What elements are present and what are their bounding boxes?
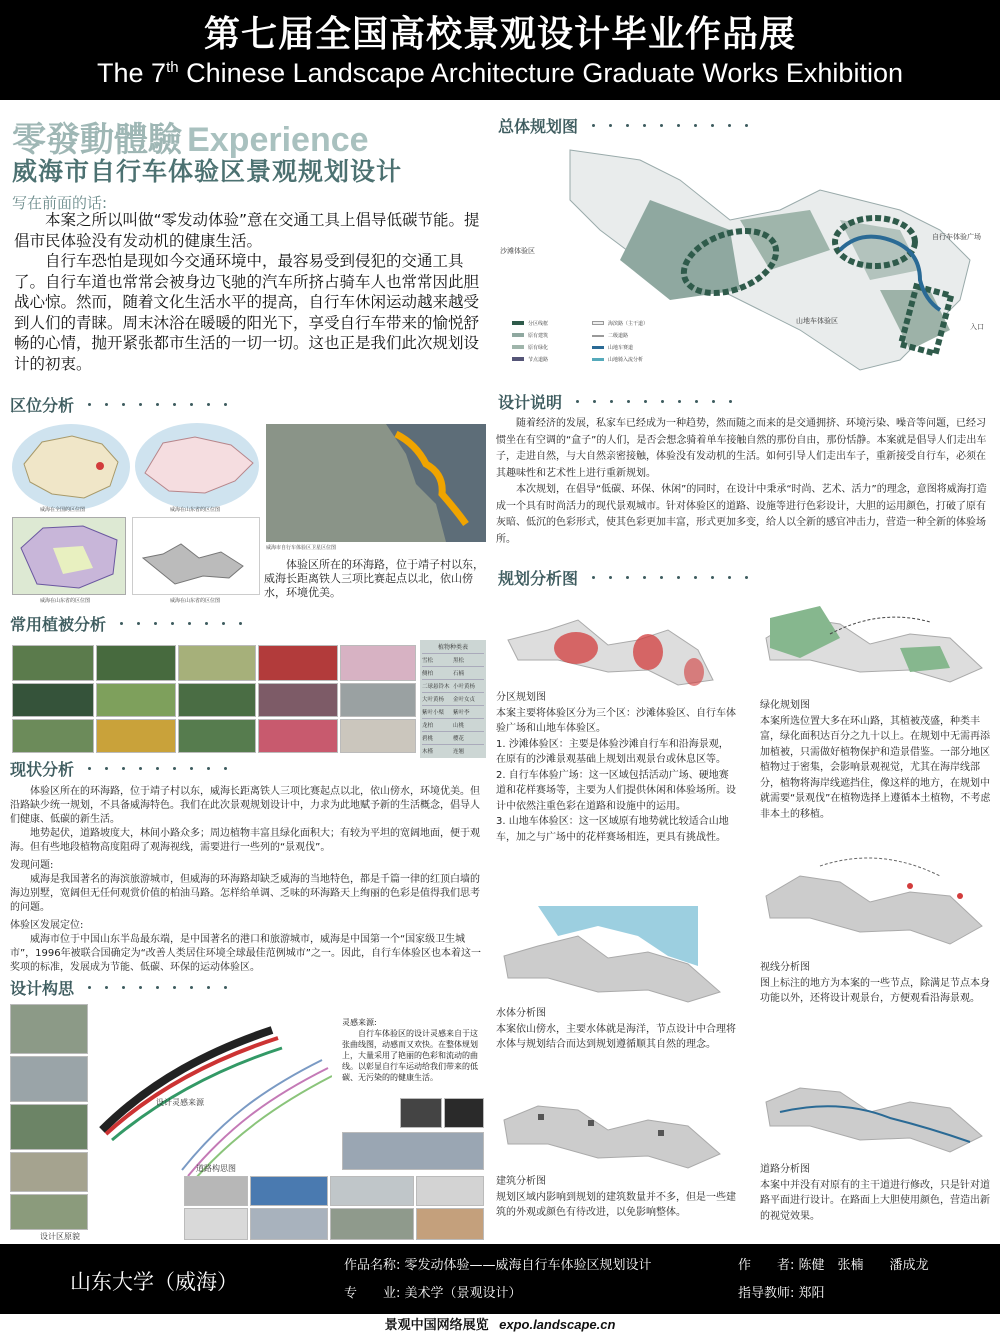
art-title-cn: 零發動體驗 (12, 120, 182, 160)
exhibition-header (0, 0, 1000, 100)
plant-species-table (420, 640, 486, 758)
water-analysis-text: 本案依山傍水，主要水体就是海洋，节点设计中合理将水体与规划结合而达到规划遵循顺其自然的理念。 (496, 1023, 736, 1050)
concept-photo (416, 1208, 484, 1240)
section-title: 设计说明 (498, 392, 563, 412)
location-text (264, 558, 486, 600)
plant-table-row (422, 692, 484, 705)
legend-item: 原有建筑 (512, 332, 548, 339)
plant-table-row (422, 679, 484, 692)
view-analysis-text: 图上标注的地方为本案的一些节点，除满足节点本身功能以外，还将设计观景台，方便观看沿海景观。 (760, 977, 990, 1004)
plant-photo (340, 683, 416, 717)
view-analysis-block (760, 960, 992, 1007)
outline-map-shape (133, 518, 259, 594)
view-analysis-title: 视线分析图 (760, 962, 810, 973)
district-map-shape (13, 518, 125, 594)
section-location (10, 393, 227, 415)
plant-photo (96, 719, 176, 753)
plant-table-cell: 雪松 (422, 658, 434, 664)
satellite-location-map (266, 424, 486, 542)
teacher-line (738, 1282, 825, 1301)
legend-item: 节点道路 (512, 356, 548, 363)
concept-label-road: 道路构思图 (196, 1164, 236, 1173)
road-analysis-block (760, 1162, 992, 1224)
site-photo (10, 1194, 88, 1230)
plant-table-cell: 樱花 (453, 736, 465, 742)
plant-table-cell: 石楠 (453, 671, 465, 677)
shandong-location-map (135, 423, 259, 509)
building-analysis-title: 建筑分析图 (496, 1176, 546, 1187)
location-caption: 威海在山东省的区位图 (170, 507, 221, 513)
inspiration-source (342, 1017, 484, 1083)
section-dots (88, 767, 227, 770)
status-text (10, 785, 488, 975)
plant-table-cell: 二球悬铃木 (422, 684, 450, 690)
plant-table-title: 植物种类表 (437, 644, 468, 651)
concept-photo (444, 1098, 484, 1128)
section-plants (10, 612, 242, 634)
section-planning (498, 566, 748, 588)
author-label: 作 者: (738, 1258, 795, 1273)
location-caption: 威海在山东省的区位图 (170, 598, 221, 604)
road-analysis-text: 本案中并没有对原有的主干道进行修改，只是针对道路平面进行设计。在路面上大胆使用颜色，营造出新的视觉效果。 (760, 1179, 990, 1222)
position-title: 体验区发展定位: (10, 920, 84, 931)
desc-paragraph: 随着经济的发展，私家车已经成为一种趋势，然而随之而来的是交通拥挤、环境污染、噪音等问题，已经习惯坐在有空调的“盒子”的人们，是否会想念骑着单车接触自然的那份自由，那份恬静。本案就是倡导人们走出车子，走进自然，与大自然亲密接触，体验没有发动机的生活。如何引导人们走出车子，重新接受自行车，必须在其趣味性和艺术性上进行重新规划。 (496, 418, 987, 479)
section-dots (88, 403, 227, 406)
concept-label-site: 设计区原貌 (40, 1232, 80, 1241)
exhibition-title-cn: 第七届全国高校景观设计毕业作品展 (203, 14, 796, 55)
view-analysis-map (760, 846, 992, 951)
legend-item: 山地车赛道 (592, 344, 633, 351)
work-line (344, 1254, 652, 1273)
china-map-shape (12, 424, 130, 510)
plant-table-row (422, 718, 484, 731)
inspiration-title: 灵感来源: (342, 1018, 377, 1027)
plant-table-cell: 木槿 (422, 749, 434, 755)
building-analysis-block (496, 1174, 736, 1221)
china-location-map (12, 424, 130, 510)
site-photo (10, 1056, 88, 1102)
work-label: 作品名称: (344, 1258, 401, 1273)
plant-photo (258, 683, 338, 717)
plant-table-cell: 侧柏 (422, 671, 434, 677)
concept-photo (250, 1208, 328, 1240)
issue-title: 发现问题: (10, 860, 54, 871)
plant-photo (178, 683, 256, 717)
concept-photo (184, 1176, 248, 1206)
preface-paragraph: 自行车恐怕是现如今交通环境中，最容易受到侵犯的交通工具了。自行车道也常常会被身边飞驰的汽车所挤占骑车人也常常因此胆战心惊。然而，随着文化生活水平的提高，自行车休闲运动越来越受到人们的青睐。周末沐浴在暖暖的阳光下，享受自行车带来的愉悦舒畅的心情，抛开紧张都市生活的一切一切。这也正是我们此次规划设计的初衷。 (14, 252, 480, 373)
plant-table-row (422, 653, 484, 666)
status-paragraph: 体验区所在的环海路，位于靖子村以东，威海长距离铁人三项比赛起点以北，依山傍水，环境优美。但沿路缺少统一规划，不具备威海特色。我们在此次景观规划设计中，力求为此地赋予新的生活概念，倡导人们健康、低碳的新生活。 (10, 786, 480, 825)
plant-table-cell: 连翘 (453, 749, 465, 755)
master-label-mountain: 山地车体验区 (796, 317, 838, 325)
section-title: 区位分析 (10, 395, 75, 415)
section-master-plan (498, 114, 748, 136)
plant-table-row (422, 731, 484, 744)
water-analysis-block (496, 1006, 736, 1053)
plant-photo (96, 683, 176, 717)
plant-table-row (422, 705, 484, 718)
art-title-en: Experience (187, 121, 369, 159)
author-line (738, 1254, 929, 1273)
section-status (10, 757, 227, 779)
inspiration-text: 自行车体验区的设计灵感来自于这张曲线图，动感而又欢快。在整体规划上，大量采用了艳丽的色彩和流动的曲线。以彰显自行车运动给我们带来的低碳、无污染的的健康生活。 (342, 1029, 478, 1082)
plant-table-cell: 紫叶李 (453, 710, 470, 716)
plant-photo (12, 645, 94, 681)
desc-paragraph: 本次规划，在倡导“低碳、环保、休闲”的同时，在设计中秉承“时尚、艺术、活力”的理念，意图将威海打造成一个具有时尚活力的现代景观城市。针对体验区的道路、设施等进行色彩设计，大胆的运用颜色，打破了原有灰暗、低沉的色彩形式，使其色彩更加丰富，形式更加多变，给人以全新的感官冲击力，营造一种全新的体验场所。 (496, 484, 987, 545)
plant-photo (340, 645, 416, 681)
plant-table-cell: 大叶黄杨 (422, 697, 445, 703)
section-dots (576, 400, 732, 403)
section-title: 设计构思 (10, 978, 75, 998)
master-label-beach: 沙滩体验区 (500, 247, 535, 255)
shandong-map-shape (135, 423, 259, 509)
master-legend (512, 320, 712, 375)
weihai-district-map (12, 517, 126, 595)
position-text: 威海市位于中国山东半岛最东端，是中国著名的港口和旅游城市，威海是中国第一个“国家级卫生城市”，1996年被联合国确定为“改善人类居住环境全球最佳范例城市”之一。因此，自行车体验区也本着这一奖项的标准，发展成为节能、低碳、环保的运动体验区。 (10, 934, 481, 973)
plant-photo (96, 645, 176, 681)
major-label: 专 业: (344, 1286, 401, 1301)
plant-photo (340, 719, 416, 753)
green-plan-block (760, 698, 992, 822)
plant-photo-grid (12, 645, 417, 753)
building-analysis-map (498, 1080, 730, 1172)
plant-photo (178, 645, 256, 681)
concept-label-inspiration: 设计灵感来源 (156, 1098, 204, 1107)
building-analysis-text: 规划区域内影响到规划的建筑数量并不多，但是一些建筑的外观或颜色有待改进，以免影响整体。 (496, 1191, 736, 1218)
legend-item: 海滨路（主干道） (592, 320, 648, 327)
project-title: 威海市自行车体验区景观规划设计 (12, 157, 403, 186)
exhibition-title-en: The 7th Chinese Landscape Architecture Graduate Works Exhibition (97, 58, 903, 88)
zone-plan-item: 3. 山地车体验区：这一区域原有地势就比较适合山地车，加之与广场中的花样赛场相连，更具有挑战性。 (496, 816, 729, 843)
section-title: 规划分析图 (498, 568, 579, 588)
design-desc-text (496, 416, 992, 548)
road-analysis-title: 道路分析图 (760, 1164, 810, 1175)
plant-table-row (422, 744, 484, 757)
issue-text: 威海是我国著名的海滨旅游城市，但威海的环海路却缺乏威海的当地特色，都是千篇一律的红顶白墙的海边别墅，宽阔但无任何观赏价值的柏油马路。怎样给单调、乏味的环海路天上绚丽的色彩是值得我们思考的问题。 (10, 874, 480, 913)
section-dots (120, 622, 242, 625)
master-label-plaza: 自行车体验广场 (932, 233, 981, 241)
zone-plan-title: 分区规划图 (496, 692, 546, 703)
weihai-outline-map (132, 517, 260, 595)
site-photo (10, 1152, 88, 1192)
plant-table-cell: 山桃 (453, 723, 465, 729)
plant-table-cell: 碧桃 (422, 736, 434, 742)
zone-plan-map (498, 600, 728, 690)
school-name: 山东大学（威海） (70, 1270, 238, 1294)
green-plan-map (760, 598, 992, 686)
master-label-entrance: 入口 (970, 323, 984, 331)
section-title: 总体规划图 (498, 116, 579, 136)
location-caption: 威海在山东省的区位图 (40, 598, 91, 604)
plant-photo (258, 645, 338, 681)
plant-table-row (422, 666, 484, 679)
plant-photo (12, 719, 94, 753)
legend-item: 二级道路 (592, 332, 628, 339)
location-paragraph: 体验区所在的环海路，位于靖子村以东，威海长距离铁人三项比赛起点以北，依山傍水，环境优美。 (264, 558, 484, 599)
plant-table-cell: 小叶黄杨 (453, 684, 476, 690)
section-title: 现状分析 (10, 759, 75, 779)
plant-table-cell: 黑松 (453, 658, 465, 664)
road-analysis-map (760, 1058, 992, 1158)
concept-photo (330, 1176, 414, 1206)
plant-table-body (422, 653, 484, 757)
legend-item: 山地骑入流分析 (592, 356, 643, 363)
satellite-map-shape (266, 424, 486, 542)
author-names: 陈健 张楠 潘成龙 (798, 1258, 929, 1273)
plant-photo (258, 719, 338, 753)
concept-photo (416, 1176, 484, 1206)
concept-photo (184, 1208, 248, 1240)
plant-photo (178, 719, 256, 753)
zone-plan-item: 1. 沙滩体验区：主要是体验沙滩自行车和沿海景观，在原有的沙滩景观基础上规划出观景台或休息区等。 (496, 738, 729, 765)
water-analysis-map (498, 906, 730, 1004)
preface-text (14, 210, 489, 374)
status-paragraph: 地势起伏，道路坡度大，林间小路众多；周边植物丰富且绿化面积大；有较为平坦的宽阔地面，便于观海。但有些地段植物高度阻碍了观海视线，需要进行一些列的“景观伐”。 (10, 828, 480, 853)
location-caption: 威海在全国的区位图 (40, 507, 86, 513)
water-analysis-title: 水体分析图 (496, 1008, 546, 1019)
work-name: 零发动体验——威海自行车体验区规划设计 (404, 1258, 652, 1273)
credit-line (0, 1314, 1000, 1333)
site-photo-column (10, 1004, 88, 1234)
concept-photo-grid (184, 1098, 484, 1240)
credit-site-url[interactable]: expo.landscape.cn (499, 1317, 616, 1332)
legend-item: 分区线框 (512, 320, 548, 327)
section-dots (592, 124, 748, 127)
plant-photo (12, 683, 94, 717)
green-plan-title: 绿化规划图 (760, 700, 810, 711)
major-name: 美术学（景观设计） (404, 1286, 522, 1301)
concept-photo (330, 1208, 414, 1240)
poster-footer (0, 1244, 1000, 1314)
section-title: 常用植被分析 (10, 614, 107, 634)
concept-photo (400, 1098, 442, 1128)
zone-plan-block (496, 690, 736, 845)
teacher-name: 郑阳 (798, 1286, 825, 1301)
section-design-desc (498, 390, 732, 412)
section-dots (88, 986, 227, 989)
teacher-label: 指导教师: (738, 1286, 795, 1301)
concept-photo (342, 1132, 484, 1170)
concept-photo (250, 1176, 328, 1206)
major-line (344, 1282, 522, 1301)
section-concept (10, 976, 227, 998)
project-art-title (12, 112, 492, 160)
preface-heading: 写在前面的话: (12, 194, 108, 212)
preface-paragraph: 本案之所以叫做“零发动体验”意在交通工具上倡导低碳节能。提倡市民体验没有发动机的健康生活。 (14, 211, 480, 250)
green-plan-text: 本案所选位置大多在环山路，其植被茂盛，种类丰富，绿化面积达百分之九十以上。在规划中无需再添加植被，只需做好植物保护和造景借鉴。一部分地区植物过于密集，会影响景观视觉，尤其在海岸线部分，植物将海岸线遮挡住，像这样的地方，在规划中就需要“景观伐”在植物选择上遵循本土植物，不考虑非本土的移植。 (760, 715, 991, 820)
zone-plan-item: 2. 自行车体验广场：这一区域包括活动广场、硬地赛道和花样赛场等，主要为人们提供休闲和体验场所。设计中依然注重色彩在道路和设施中的运用。 (496, 769, 736, 812)
credit-site-cn: 景观中国网络展览 (384, 1318, 489, 1333)
zone-plan-text: 本案主要将体验区分为三个区：沙滩体验区、自行车体验广场和山地车体验区。 (496, 707, 736, 734)
section-dots (592, 576, 748, 579)
plant-table-cell: 紫叶小檗 (422, 710, 445, 716)
legend-item: 原有绿化 (512, 344, 548, 351)
site-photo (10, 1004, 88, 1054)
site-photo (10, 1104, 88, 1150)
plant-table-cell: 金叶女贞 (453, 697, 476, 703)
location-caption: 威海市自行车体验区卫星区位图 (266, 545, 337, 551)
plant-table-cell: 龙柏 (422, 723, 434, 729)
